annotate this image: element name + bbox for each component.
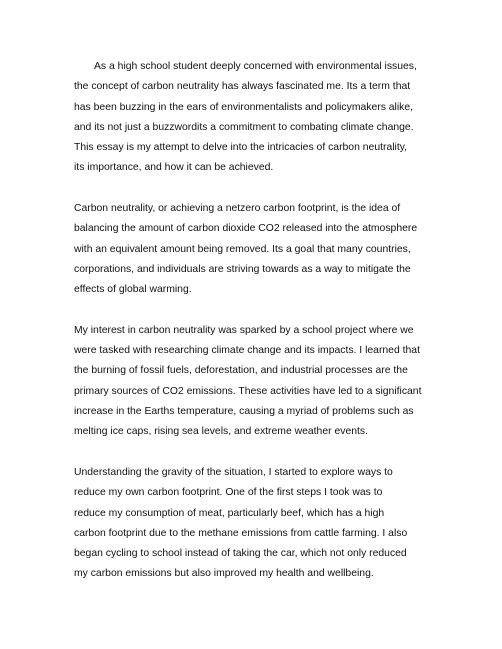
paragraph-4-line-2: reduce my own carbon footprint. One of the first steps I took was to — [74, 487, 383, 499]
paragraph-1-line-4: and its not just a buzzwordits a commitment to combating climate change. — [74, 121, 414, 133]
paragraph-4 — [74, 463, 434, 585]
paragraph-3 — [74, 321, 434, 443]
paragraph-4-line-1: Understanding the gravity of the situation, I started to explore ways to — [74, 466, 393, 478]
paragraph-2 — [74, 199, 434, 300]
paragraph-3-line-4: primary sources of CO2 emissions. These activities have led to a significant — [74, 385, 422, 397]
paragraph-1-line-3: has been buzzing in the ears of environmentalists and policymakers alike, — [74, 101, 414, 113]
paragraph-2-line-3: with an equivalent amount being removed. Its a goal that many countries, — [74, 243, 411, 255]
paragraph-1-line-6: its importance, and how it can be achieved. — [74, 162, 274, 174]
paragraph-1-line-5: This essay is my attempt to delve into the intricacies of carbon neutrality, — [74, 142, 408, 154]
paragraph-2-line-4: corporations, and individuals are striving towards as a way to mitigate the — [74, 263, 411, 275]
paragraph-4-line-5: began cycling to school instead of taking the car, which not only reduced — [74, 548, 407, 560]
paragraph-2-line-1: Carbon neutrality, or achieving a netzero carbon footprint, is the idea of — [74, 203, 401, 215]
paragraph-2-line-2: balancing the amount of carbon dioxide CO2 released into the atmosphere — [74, 223, 418, 235]
paragraph-1-line-2: the concept of carbon neutrality has always fascinated me. Its a term that — [74, 81, 411, 93]
paragraph-3-line-5: increase in the Earths temperature, causing a myriad of problems such as — [74, 406, 414, 418]
essay-body — [74, 57, 434, 605]
paragraph-2-line-5: effects of global warming. — [74, 284, 192, 296]
paragraph-3-line-1: My interest in carbon neutrality was sparked by a school project where we — [74, 324, 414, 336]
paragraph-3-line-6: melting ice caps, rising sea levels, and extreme weather events. — [74, 426, 368, 438]
paragraph-3-line-3: the burning of fossil fuels, deforestation, and industrial processes are the — [74, 365, 408, 377]
paragraph-4-line-6: my carbon emissions but also improved my health and wellbeing. — [74, 568, 374, 580]
paragraph-3-line-2: were tasked with researching climate change and its impacts. I learned that — [74, 345, 420, 357]
paragraph-4-line-4: carbon footprint due to the methane emissions from cattle farming. I also — [74, 527, 408, 539]
paragraph-1 — [74, 57, 434, 179]
paragraph-4-line-3: reduce my consumption of meat, particularly beef, which has a high — [74, 507, 385, 519]
paragraph-1-line-1: As a high school student deeply concerned with environmental issues, — [94, 61, 417, 72]
